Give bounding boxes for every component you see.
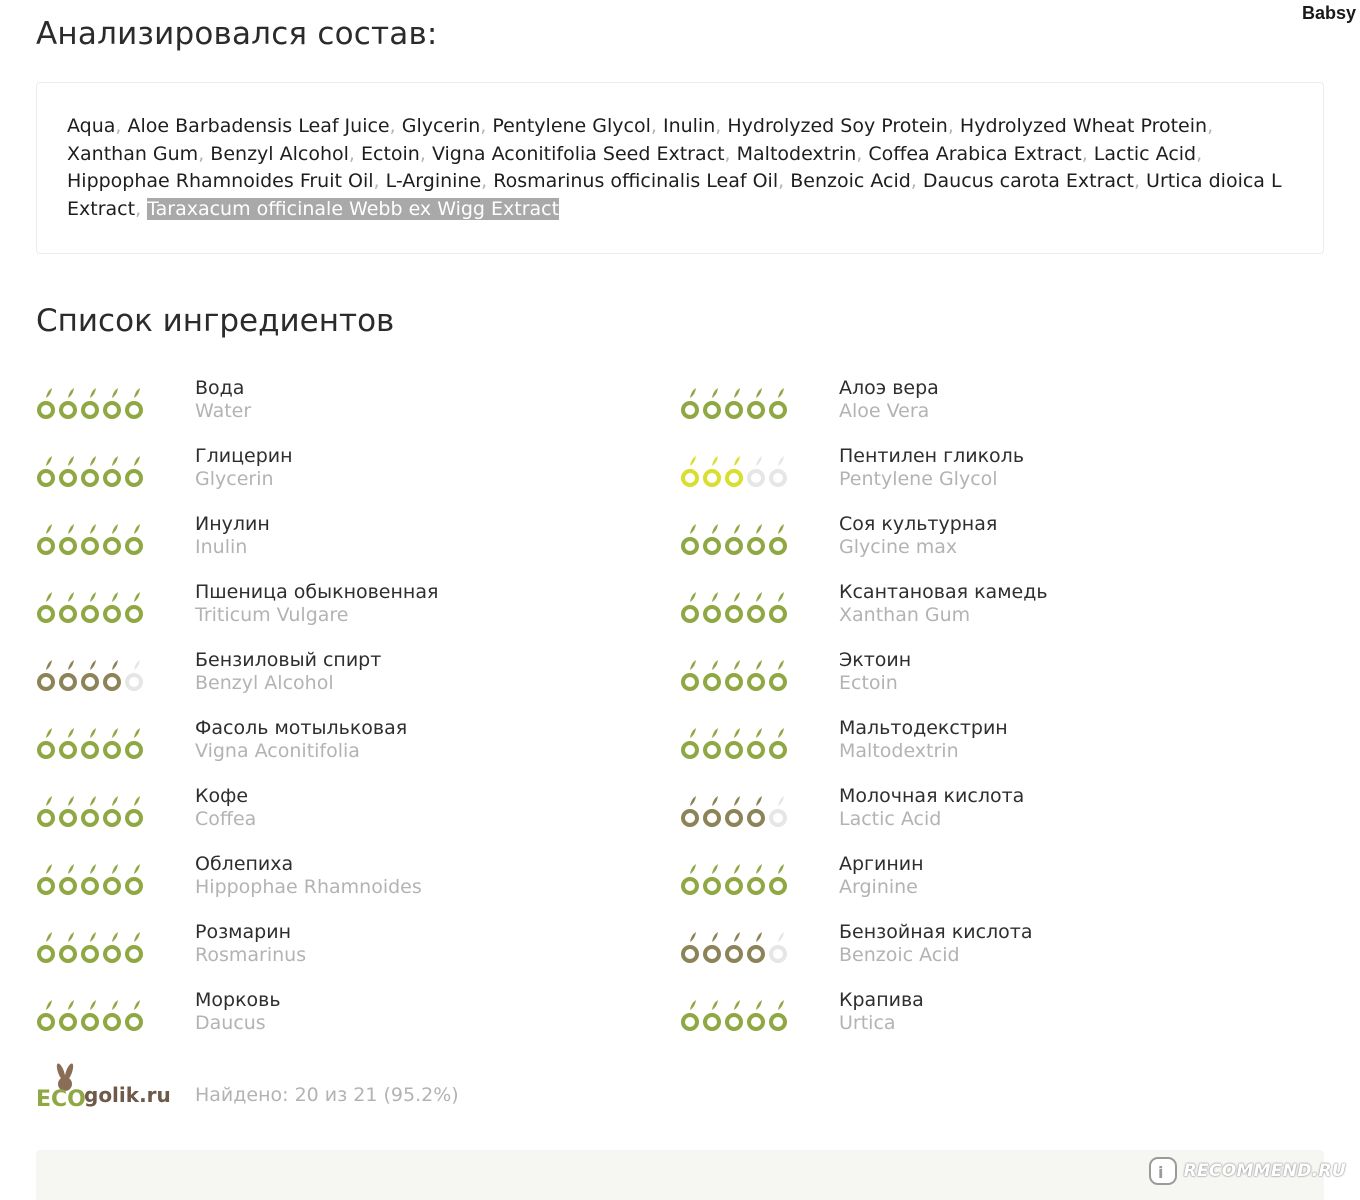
composition-separator: , — [373, 170, 386, 192]
composition-item: Vigna Aconitifolia Seed Extract — [431, 142, 725, 165]
composition-item: Hydrolyzed Soy Protein — [727, 115, 948, 137]
ingredient-names — [839, 989, 924, 1035]
ingredient-names — [195, 445, 293, 491]
ingredient-name-latin: Maltodextrin — [839, 740, 959, 762]
safety-rating — [36, 723, 146, 763]
ingredient-name-latin: Inulin — [195, 536, 248, 558]
drop-icon — [680, 655, 700, 695]
ingredient-name-latin: Urtica — [839, 1012, 896, 1034]
drop-icon — [724, 723, 744, 763]
composition-item: L-Arginine — [385, 170, 482, 192]
drop-icon — [680, 587, 700, 627]
composition-separator: , — [724, 142, 737, 165]
ecogolik-logo[interactable] — [36, 1060, 172, 1112]
ingredient-names — [195, 785, 256, 831]
ingredient-names — [195, 717, 407, 763]
logo-rest-text: golik.ru — [84, 1083, 171, 1107]
composition-separator: , — [715, 115, 728, 137]
drop-icon — [746, 655, 766, 695]
analyzed-heading: Анализировался состав: — [36, 16, 438, 52]
drop-icon — [724, 587, 744, 627]
ingredient-row[interactable] — [36, 987, 656, 1047]
composition-item: Rosmarinus officinalis Leaf Oil — [493, 170, 779, 192]
drop-icon — [80, 723, 100, 763]
drop-icon — [680, 995, 700, 1035]
composition-separator: , — [135, 197, 148, 220]
composition-item: Coffea Arabica Extract — [868, 142, 1082, 165]
drop-icon — [746, 383, 766, 423]
composition-separator: , — [1207, 115, 1214, 137]
ingredient-name-ru[interactable]: Облепиха — [195, 853, 294, 875]
composition-item: Pentylene Glycol — [492, 115, 651, 137]
ingredient-row[interactable] — [36, 375, 656, 435]
ingredient-name-latin: Coffea — [195, 808, 257, 830]
drop-icon — [102, 655, 122, 695]
drop-icon — [724, 791, 744, 831]
drop-icon — [36, 927, 56, 967]
composition-item: Hippophae Rhamnoides Fruit Oil — [67, 170, 374, 192]
safety-rating — [36, 791, 146, 831]
ingredient-names — [839, 513, 997, 559]
ingredient-name-latin: Glycerin — [195, 468, 274, 490]
ingredient-name-latin: Xanthan Gum — [839, 604, 971, 626]
drop-icon — [124, 927, 144, 967]
drop-icon — [768, 655, 788, 695]
safety-rating — [680, 587, 790, 627]
ingredient-row[interactable] — [680, 919, 1300, 979]
safety-rating — [36, 655, 146, 695]
composition-item: Inulin — [662, 115, 716, 137]
drop-icon — [702, 451, 722, 491]
drop-icon — [680, 723, 700, 763]
drop-icon — [58, 859, 78, 899]
drop-icon — [768, 995, 788, 1035]
ingredient-row[interactable] — [36, 647, 656, 707]
drop-icon — [102, 995, 122, 1035]
ingredient-row[interactable] — [680, 579, 1300, 639]
drop-icon — [80, 859, 100, 899]
composition-separator: , — [1081, 142, 1094, 165]
drop-icon — [746, 859, 766, 899]
drop-icon — [768, 519, 788, 559]
ingredient-names — [839, 445, 1024, 491]
composition-separator: , — [650, 115, 663, 137]
composition-item: Aqua — [67, 115, 116, 137]
ingredient-names — [839, 853, 924, 899]
composition-separator: , — [1196, 142, 1203, 165]
drop-icon — [680, 927, 700, 967]
ingredient-name-ru[interactable]: Ксантановая камедь — [839, 581, 1048, 603]
drop-icon — [80, 655, 100, 695]
ingredient-name-ru[interactable]: Эктоин — [839, 649, 912, 671]
composition-separator: , — [198, 142, 211, 165]
composition-separator: , — [389, 115, 402, 137]
drop-icon — [768, 383, 788, 423]
ingredient-name-ru[interactable]: Инулин — [195, 513, 270, 535]
drop-icon — [36, 995, 56, 1035]
composition-separator: , — [115, 115, 128, 137]
composition-separator: , — [778, 170, 791, 192]
composition-separator: , — [419, 142, 432, 165]
drop-icon — [124, 655, 144, 695]
drop-icon — [680, 791, 700, 831]
drop-icon — [80, 383, 100, 423]
drop-icon — [724, 995, 744, 1035]
composition-item: Benzoic Acid — [790, 170, 911, 192]
drop-icon — [702, 995, 722, 1035]
drop-icon — [746, 587, 766, 627]
drop-icon — [746, 519, 766, 559]
ingredient-names — [195, 921, 306, 967]
drop-icon — [768, 859, 788, 899]
drop-icon — [746, 927, 766, 967]
composition-separator: , — [856, 142, 869, 165]
drop-icon — [724, 383, 744, 423]
safety-rating — [36, 519, 146, 559]
ingredient-name-latin: Vigna Aconitifolia — [195, 740, 360, 762]
composition-item: Benzyl Alcohol — [210, 142, 349, 165]
drop-icon — [58, 791, 78, 831]
drop-icon — [702, 655, 722, 695]
ingredient-name-latin: Pentylene Glycol — [839, 468, 998, 490]
safety-rating — [680, 791, 790, 831]
drop-icon — [80, 927, 100, 967]
composition-text — [67, 113, 1293, 223]
drop-icon — [768, 791, 788, 831]
drop-icon — [702, 791, 722, 831]
ingredient-name-ru[interactable]: Вода — [195, 377, 245, 399]
composition-separator: , — [480, 115, 493, 137]
drop-icon — [768, 451, 788, 491]
drop-icon — [768, 587, 788, 627]
drop-icon — [80, 519, 100, 559]
safety-rating — [36, 859, 146, 899]
drop-icon — [36, 587, 56, 627]
ingredient-name-ru[interactable]: Молочная кислота — [839, 785, 1025, 807]
ingredient-names — [839, 649, 911, 695]
drop-icon — [102, 383, 122, 423]
safety-rating — [36, 995, 146, 1035]
drop-icon — [124, 791, 144, 831]
bottom-panel — [36, 1150, 1324, 1200]
ingredient-row[interactable] — [36, 511, 656, 571]
ingredient-row[interactable] — [680, 783, 1300, 843]
ingredient-name-ru[interactable]: Кофе — [195, 785, 249, 807]
composition-box — [36, 82, 1324, 254]
drop-icon — [102, 587, 122, 627]
drop-icon — [80, 791, 100, 831]
drop-icon — [124, 383, 144, 423]
ingredient-name-ru[interactable]: Фасоль мотыльковая — [195, 717, 408, 739]
drop-icon — [58, 723, 78, 763]
composition-item: Xanthan Gum — [67, 142, 199, 165]
drop-icon — [746, 451, 766, 491]
safety-rating — [36, 383, 146, 423]
drop-icon — [58, 519, 78, 559]
drop-icon — [58, 587, 78, 627]
drop-icon — [102, 927, 122, 967]
drop-icon — [36, 859, 56, 899]
ingredient-names — [195, 581, 438, 627]
ingredient-name-latin: Benzoic Acid — [839, 944, 960, 966]
composition-item: Glycerin — [401, 115, 481, 137]
found-count: Найдено: 20 из 21 (95.2%) — [195, 1084, 459, 1106]
drop-icon — [36, 723, 56, 763]
ingredient-name-latin: Daucus — [195, 1012, 266, 1034]
drop-icon — [124, 723, 144, 763]
username[interactable]: Babsy — [1301, 3, 1356, 23]
ingredient-row[interactable] — [680, 715, 1300, 775]
ingredient-name-latin: Water — [195, 400, 252, 422]
ingredient-names — [839, 581, 1048, 627]
drop-icon — [702, 927, 722, 967]
drop-icon — [724, 927, 744, 967]
safety-rating — [680, 451, 790, 491]
drop-icon — [702, 859, 722, 899]
drop-icon — [680, 451, 700, 491]
drop-icon — [702, 383, 722, 423]
safety-rating — [680, 859, 790, 899]
ingredient-row[interactable] — [680, 987, 1300, 1047]
ingredient-row[interactable] — [36, 851, 656, 911]
drop-icon — [36, 451, 56, 491]
recommend-watermark — [1148, 1154, 1346, 1188]
composition-item: Hydrolyzed Wheat Protein — [959, 115, 1208, 137]
drop-icon — [124, 587, 144, 627]
safety-rating — [36, 587, 146, 627]
ingredient-names — [195, 377, 251, 423]
composition-highlighted-item: Taraxacum officinale Webb ex Wigg Extract — [147, 197, 560, 220]
drop-icon — [80, 995, 100, 1035]
safety-rating — [680, 383, 790, 423]
drop-icon — [36, 519, 56, 559]
drop-icon — [702, 723, 722, 763]
ingredient-name-ru[interactable]: Аргинин — [839, 853, 924, 875]
safety-rating — [680, 655, 790, 695]
drop-icon — [768, 723, 788, 763]
ingredient-name-ru[interactable]: Соя культурная — [839, 513, 998, 535]
drop-icon — [746, 723, 766, 763]
ingredient-name-ru[interactable]: Мальтодекстрин — [839, 717, 1008, 739]
ingredient-name-latin: Lactic Acid — [839, 808, 942, 830]
safety-rating — [680, 519, 790, 559]
drop-icon — [58, 655, 78, 695]
drop-icon — [80, 451, 100, 491]
ingredient-name-ru[interactable]: Морковь — [195, 989, 281, 1011]
composition-item: Aloe Barbadensis Leaf Juice — [127, 115, 390, 137]
safety-rating — [680, 927, 790, 967]
drop-icon — [80, 587, 100, 627]
ingredient-name-latin: Benzyl Alcohol — [195, 672, 334, 694]
recommend-logo-icon — [1148, 1156, 1178, 1186]
composition-separator: , — [910, 170, 923, 192]
footer — [36, 1060, 636, 1116]
composition-item: Daucus carota Extract — [922, 170, 1134, 192]
safety-rating — [36, 927, 146, 967]
drop-icon — [124, 519, 144, 559]
ingredient-row[interactable] — [680, 647, 1300, 707]
safety-rating — [680, 995, 790, 1035]
drop-icon — [124, 859, 144, 899]
ingredient-row[interactable] — [36, 443, 656, 503]
ingredient-names — [195, 513, 270, 559]
drop-icon — [680, 859, 700, 899]
ingredient-name-latin: Arginine — [839, 876, 918, 898]
drop-icon — [680, 383, 700, 423]
drop-icon — [36, 655, 56, 695]
ingredient-row[interactable] — [680, 375, 1300, 435]
ingredient-row[interactable] — [36, 579, 656, 639]
ingredient-name-ru[interactable]: Алоэ вера — [839, 377, 939, 399]
ingredient-names — [839, 717, 1008, 763]
ingredient-row[interactable] — [36, 919, 656, 979]
drop-icon — [102, 723, 122, 763]
ingredient-name-ru[interactable]: Бензиловый спирт — [195, 649, 382, 671]
ingredient-name-latin: Triticum Vulgare — [195, 604, 349, 626]
drop-icon — [102, 451, 122, 491]
watermark-text: RECOMMEND.RU — [1183, 1161, 1346, 1181]
ingredient-name-ru[interactable]: Бензойная кислота — [839, 921, 1033, 943]
drop-icon — [58, 927, 78, 967]
drop-icon — [58, 383, 78, 423]
ingredient-name-latin: Glycine max — [839, 536, 958, 558]
drop-icon — [724, 859, 744, 899]
drop-icon — [36, 791, 56, 831]
composition-item: Lactic Acid — [1093, 142, 1197, 165]
ingredient-name-ru[interactable]: Крапива — [839, 989, 924, 1011]
ingredient-names — [839, 377, 939, 423]
ingredient-row[interactable] — [36, 783, 656, 843]
drop-icon — [102, 791, 122, 831]
drop-icon — [124, 995, 144, 1035]
ingredient-row[interactable] — [680, 851, 1300, 911]
ingredient-name-latin: Ectoin — [839, 672, 898, 694]
drop-icon — [724, 451, 744, 491]
drop-icon — [724, 655, 744, 695]
drop-icon — [36, 383, 56, 423]
drop-icon — [102, 519, 122, 559]
composition-item: Maltodextrin — [736, 142, 857, 165]
safety-rating — [680, 723, 790, 763]
ingredient-name-ru[interactable]: Глицерин — [195, 445, 293, 467]
composition-separator: , — [947, 115, 960, 137]
svg-text:i: i — [1157, 1163, 1164, 1182]
drop-icon — [102, 859, 122, 899]
ingredient-name-ru[interactable]: Пентилен гликоль — [839, 445, 1025, 467]
composition-item: Urtica dioica L Extract — [67, 170, 1282, 220]
ingredient-row[interactable] — [680, 443, 1300, 503]
ingredient-row[interactable] — [680, 511, 1300, 571]
drop-icon — [58, 451, 78, 491]
ingredient-names — [195, 649, 381, 695]
ingredient-row[interactable] — [36, 715, 656, 775]
drop-icon — [124, 451, 144, 491]
safety-rating — [36, 451, 146, 491]
ingredient-name-ru[interactable]: Пшеница обыкновенная — [195, 581, 439, 603]
drop-icon — [58, 995, 78, 1035]
composition-item: Ectoin — [361, 142, 420, 165]
ingredient-name-latin: Hippophae Rhamnoides — [195, 876, 422, 898]
logo-eco-text: ECO — [36, 1087, 86, 1112]
ingredient-names — [839, 921, 1033, 967]
drop-icon — [702, 519, 722, 559]
ingredient-names — [839, 785, 1024, 831]
composition-separator: , — [481, 170, 494, 192]
ingredients-heading: Список ингредиентов — [36, 303, 395, 339]
drop-icon — [746, 995, 766, 1035]
ingredient-names — [195, 853, 422, 899]
drop-icon — [746, 791, 766, 831]
drop-icon — [724, 519, 744, 559]
ingredient-name-ru[interactable]: Розмарин — [195, 921, 291, 943]
drop-icon — [702, 587, 722, 627]
ingredient-name-latin: Rosmarinus — [195, 944, 307, 966]
ingredient-name-latin: Aloe Vera — [839, 400, 930, 422]
composition-separator: , — [348, 142, 361, 165]
drop-icon — [768, 927, 788, 967]
composition-separator: , — [1133, 170, 1147, 192]
drop-icon — [680, 519, 700, 559]
ingredient-names — [195, 989, 281, 1035]
